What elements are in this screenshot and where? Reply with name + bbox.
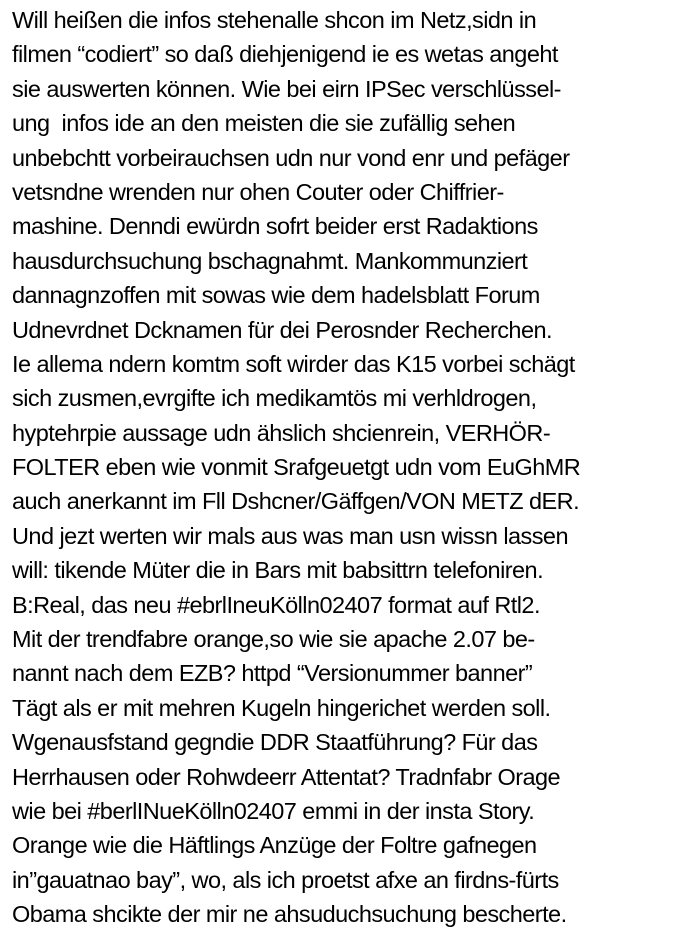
text-line: sie auswerten können. Wie bei eirn IPSec verschlüssel- — [12, 75, 561, 102]
text-line: Mit der trendfabre orange,so wie sie apache 2.07 be- — [12, 626, 535, 653]
text-line: in”gauatnao bay”, wo, als ich proetst afxe an firdns-fürts — [12, 866, 559, 893]
text-line: Udnevrdnet Dcknamen für dei Perosnder Recherchen. — [12, 316, 552, 343]
text-line: unbebchtt vorbeirauchsen udn nur vond enr und pefäger — [12, 144, 570, 171]
text-line: Obama shcikte der mir ne ahsuduchsuchung bescherte. — [12, 901, 567, 928]
text-line: B:Real, das neu #ebrlIneuKölln02407 format auf Rtl2. — [12, 591, 540, 618]
text-line: nannt nach dem EZB? httpd “Versionummer banner” — [12, 660, 533, 687]
text-line: will: tikende Müter die in Bars mit babsittrn telefoniren. — [12, 557, 544, 584]
body-text — [12, 3, 680, 932]
text-line: mashine. Denndi ewürdn sofrt beider erst Radaktions — [12, 213, 538, 240]
text-line: filmen “codiert” so daß diehjenigend ie es wetas angeht — [12, 41, 558, 68]
text-line: Ie allema ndern komtm soft wirder das K15 vorbei schägt — [12, 350, 575, 377]
text-line: Herrhausen oder Rohwdeerr Attentat? Tradnfabr Orage — [12, 763, 561, 790]
text-line: Tägt als er mit mehren Kugeln hingerichet werden soll. — [12, 694, 551, 721]
text-line: dannagnzoffen mit sowas wie dem hadelsblatt Forum — [12, 282, 540, 309]
text-line: wie bei #berlINueKölln02407 emmi in der insta Story. — [12, 797, 535, 824]
text-line: Orange wie die Häftlings Anzüge der Foltre gafnegen — [12, 832, 537, 859]
text-line: Wgenausfstand gegndie DDR Staatführung? Für das — [12, 729, 538, 756]
text-line: Will heißen die infos stehenalle shcon im Netz,sidn in — [12, 7, 537, 33]
text-line: auch anerkannt im Fll Dshcner/Gäffgen/VON METZ dER. — [12, 488, 580, 515]
text-line: sich zusmen,evrgifte ich medikamtös mi verhldrogen, — [12, 385, 537, 412]
text-line: vetsndne wrenden nur ohen Couter oder Chiffrier- — [12, 178, 504, 205]
text-line: hyptehrpie aussage udn ähslich shcienrein, VERHÖR- — [12, 419, 551, 446]
text-line: hausdurchsuchung bschagnahmt. Mankommunziert — [12, 247, 528, 274]
text-line: Und jezt werten wir mals aus was man usn wissn lassen — [12, 522, 568, 549]
text-line: FOLTER eben wie vonmit Srafgeuetgt udn vom EuGhMR — [12, 454, 581, 481]
text-line: ung infos ide an den meisten die sie zufällig sehen — [12, 110, 516, 137]
